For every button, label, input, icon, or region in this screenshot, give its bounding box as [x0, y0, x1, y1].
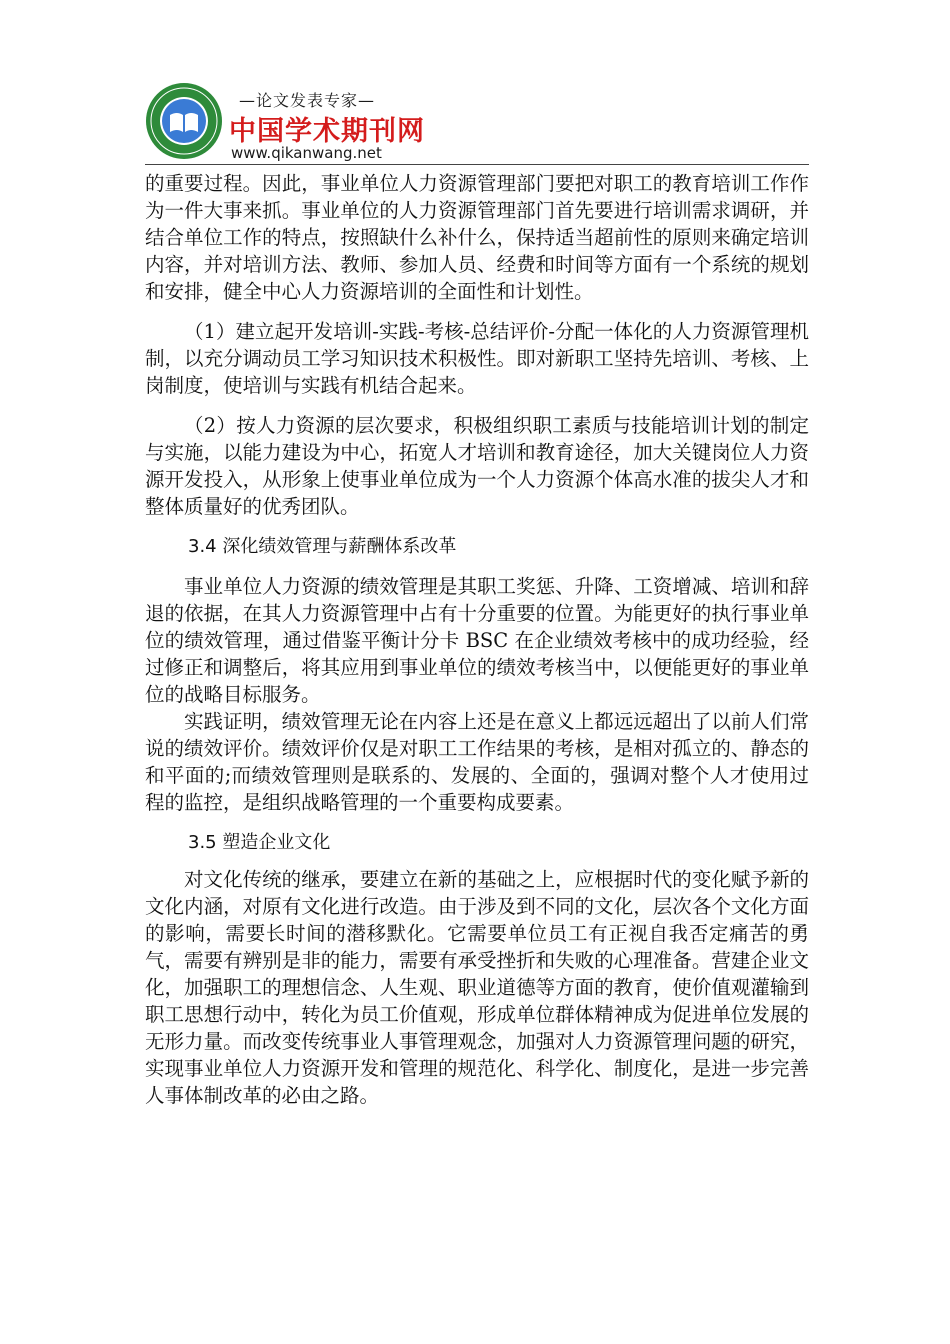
brand-title: 中国学术期刊网	[229, 116, 425, 147]
slogan-text: —论文发表专家—	[239, 91, 376, 110]
paragraph-3: （2）按人力资源的层次要求，积极组织职工素质与技能培训计划的制定与实施，以能力建设为中心，拓宽人才培训和教育途径，加大关键岗位人力资源开发投入，从形象上使事业单位成为一个人力资源个体高水准的拔尖人才和整体质量好的优秀团队。	[145, 414, 809, 518]
section-heading-3-4: 3.4 深化绩效管理与薪酬体系改革	[188, 536, 457, 557]
logo-seal-icon	[145, 82, 223, 160]
paragraph-6: 对文化传统的继承，要建立在新的基础之上，应根据时代的变化赋予新的文化内涵，对原有文化进行改造。由于涉及到不同的文化，层次各个文化方面的影响，需要长时间的潜移默化。它需要单位员工有正视自我否定痛苦的勇气，需要有辨别是非的能力，需要有承受挫折和失败的心理准备。营建企业文化，加强职工的理想信念、人生观、职业道德等方面的教育，使价值观灌输到职工思想行动中，转化为员工价值观，形成单位群体精神成为促进单位发展的无形力量。而改变传统事业人事管理观念，加强对人力资源管理问题的研究，实现事业单位人力资源开发和管理的规范化、科学化、制度化，是进一步完善人事体制改革的必由之路。	[145, 868, 809, 1107]
paragraph-4: 事业单位人力资源的绩效管理是其职工奖惩、升降、工资增减、培训和辞退的依据，在其人力资源管理中占有十分重要的位置。为能更好的执行事业单位的绩效管理，通过借鉴平衡计分卡 BSC 在企业绩效考核中的成功经验，经过修正和调整后，将其应用到事业单位的绩效考核当中，以便能更好的事业单位的战略目标服务。	[145, 575, 809, 706]
article-body	[145, 170, 809, 1109]
header-divider	[145, 164, 809, 165]
site-url: www.qikanwang.net	[231, 144, 382, 162]
paragraph-2: （1）建立起开发培训-实践-考核-总结评价-分配一体化的人力资源管理机制，以充分调动员工学习知识技术积极性。即对新职工坚持先培训、考核、上岗制度，使培训与实践有机结合起来。	[145, 320, 809, 397]
paragraph-5: 实践证明，绩效管理无论在内容上还是在意义上都远远超出了以前人们常说的绩效评价。绩效评价仅是对职工工作结果的考核，是相对孤立的、静态的和平面的;而绩效管理则是联系的、发展的、全面的，强调对整个人才使用过程的监控，是组织战略管理的一个重要构成要素。	[145, 710, 809, 814]
page-header	[145, 78, 810, 164]
paragraph-1: 的重要过程。因此，事业单位人力资源管理部门要把对职工的教育培训工作作为一件大事来抓。事业单位的人力资源管理部门首先要进行培训需求调研，并结合单位工作的特点，按照缺什么补什么，保持适当超前性的原则来确定培训内容，并对培训方法、教师、参加人员、经费和时间等方面有一个系统的规划和安排，健全中心人力资源培训的全面性和计划性。	[145, 172, 809, 303]
section-heading-3-5: 3.5 塑造企业文化	[188, 832, 331, 853]
